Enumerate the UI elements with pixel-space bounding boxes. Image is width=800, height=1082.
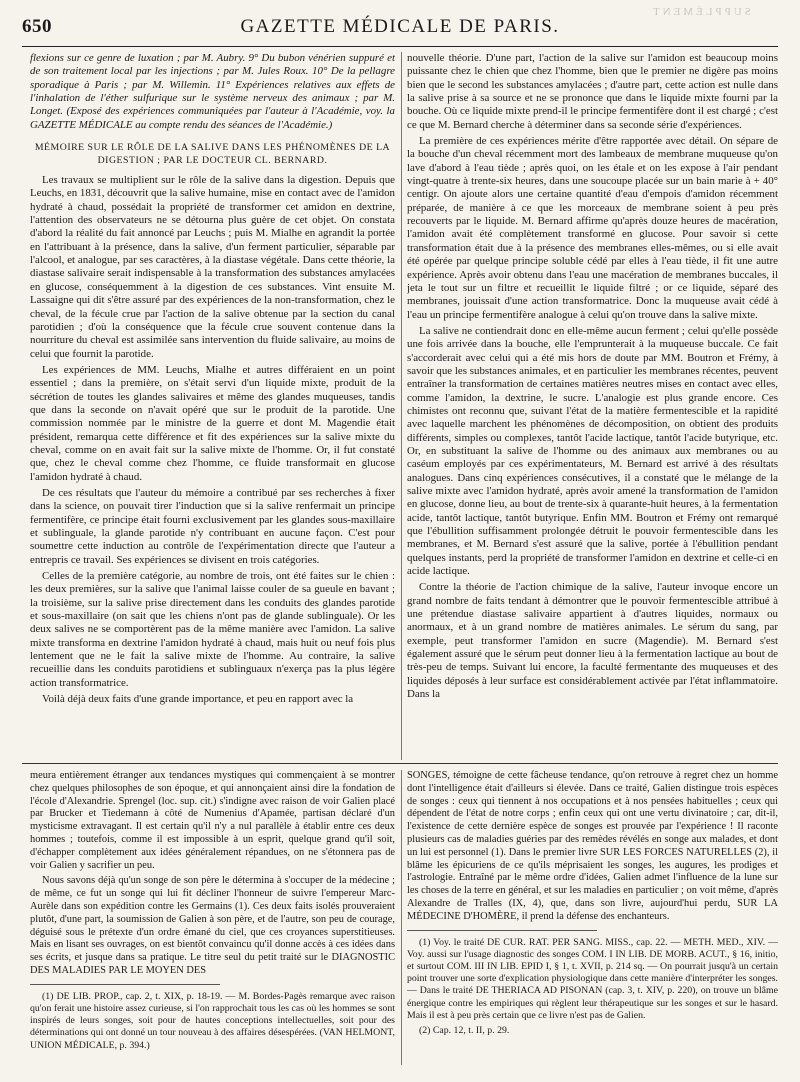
section-title: MÉMOIRE SUR LE RÔLE DE LA SALIVE DANS LES PHÉNOMÈNES DE LA DIGESTION ; PAR LE DOCTEUR CL. BERNARD. bbox=[34, 142, 391, 166]
top-left-column bbox=[30, 52, 395, 760]
footnote-rule bbox=[30, 984, 220, 985]
paragraph: SONGES, témoigne de cette fâcheuse tendance, qu'on retrouve à regret chez un homme dont l'intelligence était d'ailleurs si élevée. Dans ce traité, Galien distingue trois espèces de songes : ceux qui tiennent à nos occupations et à nos pensées habituelles ; ceux qui dépendent de l'état de notre corps ; enfin ceux qui ont une vertu divinatoire ; car, dit-il, l'existence de cette dernière espèce de songes est prouvée par l'expérience ! Il raconte plusieurs cas de maladies guéries par des remèdes révélés en songe aux malades, et dont un lui est personnel (1). Dans le premier livre SUR LES FORCES NATURELLES (2), il blâme les épicuriens de ce qu'ils méprisaient les songes, les augures, les prodiges et l'astrologie. Entraîné par le même ordre d'idées, Galien admet l'influence de la lune sur les choses de la terre en général, et sur les maladies en particulier ; on voit même, d'après Alexandre de Tralles (IX, 4), que, dans son livre, aujourd'hui perdu, SUR LA MÉDECINE D'HOMÈRE, il prend la défense des enchanteurs. bbox=[407, 770, 778, 922]
paragraph: Contre la théorie de l'action chimique de la salive, l'auteur invoque encore un grand nombre de faits tendant à démontrer que le pouvoir fermentescible attribué à une prétendue diastase salivaire appartient à d'autres liquides, normaux ou anormaux, et à un grand nombre de matières animales. Le sérum du sang, par exemple, peut transformer l'amidon en sucre (Magendie). M. Bernard s'est également assuré que le sérum peut donner lieu à la fermentation lactique au bout de très-peu de temps. Suivant lui encore, la faculté fermentante des muqueuses et des liquides déposés à leur surface est considérablement activée par l'état inflammatoire. Dans la bbox=[407, 581, 778, 701]
column-divider bbox=[401, 52, 402, 760]
feuilleton-rule bbox=[22, 763, 778, 764]
running-title: GAZETTE MÉDICALE DE PARIS. bbox=[240, 16, 560, 37]
footnote: (2) Cap. 12, t. II, p. 29. bbox=[419, 1024, 510, 1036]
bleed-through-text: SUPPLÉMENT bbox=[650, 6, 751, 18]
paragraph: meura entièrement étranger aux tendances mystiques qui commençaient à se montrer chez quelques philosophes de son époque, et qui annonçaient ainsi dire la fondation de l'école d'Alexandrie. Sprengel (loc. sup. cit.) s'indigne avec raison de voir Galien placé par Brucker et Tiedemann à côté de Numenius d'Apamée, partisan déclaré d'un mysticisme extravagant. Il est certain qu'il n'y a nul parallèle à établir entre ces deux hommes ; toutefois, comme il est impossible à un esprit, quelque grand qu'il soit, d'échapper complètement aux idées généralement répandues, on ne s'étonnera pas de voir Galien y sacrifier un peu. bbox=[30, 770, 395, 871]
paragraph: Voilà déjà deux faits d'une grande importance, et peu en rapport avec la bbox=[42, 693, 354, 706]
paragraph: Nous savons déjà qu'un songe de son père le détermina à s'occuper de la médecine ; de même, ce fut un songe qui lui fit décliner l'honneur de suivre l'empereur Marc-Aurèle dans son expédition contre les Germains (1). Ces deux faits isolés prouveraient plutôt, d'une part, la soumission de Galien à son père, et de l'autre, son peu de courage, déguisé sous le prétexte d'un ordre émané du ciel, que ces croyances superstitieuses. Mais en lisant ses ouvrages, on est bientôt convaincu qu'il donne accès à ces idées dans ses écrits, et jusque dans sa pratique. Le titre seul du petit traité sur le DIAGNOSTIC DES MALADIES PAR LE MOYEN DES bbox=[30, 875, 395, 976]
bottom-column-divider bbox=[401, 770, 402, 1065]
paragraph: De ces résultats que l'auteur du mémoire a contribué par ses recherches à fixer dans la science, on pouvait tirer l'induction que si la salive renfermait un principe fermentifère, ce principe était fourni exclusivement par les glandes sous-maxillaire et sublinguale, la glande parotide n'y contribuant en aucune façon. C'est pour soumettre cette induction au contrôle de l'expérimentation directe que l'auteur a entrepris ce travail. Ses expériences se divisent en trois catégories. bbox=[30, 486, 395, 566]
footnote: (1) DE LIB. PROP., cap. 2, t. XIX, p. 18-19. — M. Bordes-Pagès remarque avec raison qu'on ferait une histoire assez curieuse, si l'on rapprochait tous les cas où les hommes se sont inspirés de leurs songes, soit pour de hautes conceptions intellectuelles, soit pour des déterminations qui ont donné un tour nouveau à des affaires désespérées. (VAN HELMONT, UNION MÉDICALE, p. 394.) bbox=[30, 990, 395, 1051]
top-right-column bbox=[407, 52, 778, 760]
paragraph: La salive ne contiendrait donc en elle-même aucun ferment ; celui qu'elle possède une fois arrivée dans la bouche, elle l'emprunterait à la muqueuse buccale. Ce fait s'accorderait avec celui qui a été mis hors de doute par MM. Boutron et Frémy, à savoir que les substances animales, et en particulier les membranes récentes, peuvent entraîner la transformation de certaines matières neutres mises en contact avec elles, comme l'amidon, la dextrine, le sucre. L'analogie est plus grande encore. Ces chimistes ont reconnu que, suivant l'état de la matière fermentescible et la rapidité avec laquelle marchent les phénomènes de décomposition, on obtient des produits différents, simples ou complexes, tantôt l'acide lactique, tantôt l'acide butyrique, etc. Or, en substituant la salive de l'homme ou des animaux aux membranes ou au caséum employés par ces expérimentateurs, M. Bernard est arrivé à des résultats analogues. Dans cinq expériences consécutives, il a constaté que le mélange de la salive mixte avec l'amidon hydraté, après avoir amené la transformation de l'amidon en glucose, donne lieu, au bout de trente-six à quarante-huit heures, à la fermentation acide, tantôt lactique, tantôt butyrique. Enfin MM. Boutron et Frémy ont remarqué que l'ébullition suffisamment prolongée détruit le pouvoir fermentescible dans les membranes, et M. Bernard s'est assuré que la salive, portée à l'ébullition pendant quelques instants, perd la propriété de transformer l'amidon en dextrine et celle-ci en acide lactique. bbox=[407, 324, 778, 578]
paragraph: Celles de la première catégorie, au nombre de trois, ont été faites sur le chien : les deux premières, sur la salive que l'animal laisse couler de sa gueule en bavant ; la troisième, sur la salive prise directement dans les conduits des glandes parotide et sous-maxillaire (on sait que les chiens n'ont pas de glande sublinguale). Or les deux salives ne se comportèrent pas de la même manière avec l'amidon. La salive mixte transforma en dextrine l'amidon hydraté à chaud, mais huit ou neuf fois plus lentement que ne le fait la salive mixte de l'homme. Au contraire, la salive recueillie dans les conduits parotidiens et sublinguaux n'exerça pas la plus légère action transformatrice. bbox=[30, 570, 395, 689]
footnote: (1) Voy. le traité DE CUR. RAT. PER SANG. MISS., cap. 22. — METH. MED., XIV. — Voy. aussi sur l'usage diagnostic des songes COM. I IN LIB. DE MORB. ACUT., § 16, initio, et surtout COM. III IN LIB. EPID I, § 1, t. XVII, p. 214 sq. — On pourrait jusqu'à un certain point trouver une sorte d'explication physiologique dans cette manière d'interpréter les songes. — Dans le traité DE THERIACA AD PISONAN (cap. 3, t. XIV, p. 220), on trouve un blâme énergique contre les empiriques qui règlent leur thérapeutique sur les songes et sur le hasard. Mais il est à peu près certain que ce livre n'est pas de Galien. bbox=[407, 936, 778, 1021]
paragraph: La première de ces expériences mérite d'être rapportée avec détail. On sépare de la bouche d'un cheval récemment mort des lambeaux de membrane muqueuse qu'on lave d'abord à l'eau tiède ; après quoi, on les étale et on les expose à l'air pendant vingt-quatre à trente-six heures, dans une soucoupe placée sur un bain marie à + 40° centigr. On ajoute alors une certaine quantité d'eau d'empois d'amidon récemment préparée, de manière à ce que les morceaux de membrane soient à peu près recouverts par le liquide. M. Bernard affirme qu'après douze heures de macération, l'amidon avait été complètement transformé en glucose. Pour savoir si cette transformation était due à la présence des membranes elles-mêmes, ou si elle avait été opérée par quelque principe soluble cédé par elles à l'eau tiède, il fit une autre expérience. Après avoir obtenu dans l'eau une macération de membranes buccales, il jeta le tout sur un filtre et recueillit le liquide filtré ; or ce liquide, séparé des membranes, jouissait d'une action transformatrice. Donc la muqueuse avait cédé à l'eau un principe fermentifère analogue à celui qu'on trouve dans la salive mixte. bbox=[407, 135, 778, 321]
footnote-rule bbox=[407, 930, 597, 931]
paragraph: nouvelle théorie. D'une part, l'action de la salive sur l'amidon est beaucoup moins puissante chez le chien que chez l'homme, bien que le premier ne digère pas moins bien que le second les substances amylacées ; d'autre part, cette action est nulle dans la salive prise à sa source et ne se prononce que dans le liquide mixte fourni par la bouche. Où ce liquide mixte prend-il le principe fermentifère dont il est chargé ; c'est ce que M. Bernard cherche à déterminer dans sa seconde série d'expériences. bbox=[407, 52, 778, 131]
paragraph: Les travaux se multiplient sur le rôle de la salive dans la digestion. Depuis que Leuchs, en 1831, découvrit que la salive humaine, mise en contact avec de l'amidon hydraté à chaud, possédait la propriété de transformer cet amidon en dextrine, l'attention des observateurs ne se détourna plus guère de cet objet. On constata d'abord la réalité du fait annoncé par Leuchs ; puis M. Mialhe en agrandit la portée en l'attribuant à la présence, dans la salive, d'un ferment particulier, séparable par l'alcool, et analogue, par ses caractères, à la diastase végétale. Dans cette théorie, la diastase salivaire serait indispensable à la transformation des substances amylacées en glucose, conséquemment à la digestion de ces substances. Vint ensuite M. Lassaigne qui dit s'être assuré par des expériences de la non-transformation, chez le cheval, de la fécule crue par l'action de la salive obtenue par la section du canal parotidien ; d'où la conséquence que la fécule crue souvent contenue dans la nourriture du cheval est assimilée sans intervention du fluide salivaire, au moins de celui que fournit la parotide. bbox=[30, 174, 395, 360]
bottom-right-column bbox=[407, 770, 778, 1070]
bottom-left-column bbox=[30, 770, 395, 1070]
paragraph: Les expériences de MM. Leuchs, Mialhe et autres différaient en un point essentiel ; dans la première, on s'était servi d'un liquide mixte, produit de la sécrétion de toutes les glandes salivaires et même des glandes muqueuses, tandis que dans la seconde on n'avait opéré que sur le produit de la parotide. Une commission nommée par le ministre de la guerre et dont M. Magendie était président, remarqua cette différence et fit des expériences sur la salive mixte du cheval, comme on en avait fait sur la salive mixte de l'homme. Or, il fut constaté que, chez le cheval comme chez l'homme, ce fluide transformait en glucose l'amidon hydraté à chaud. bbox=[30, 363, 395, 483]
header-rule bbox=[22, 46, 778, 47]
paragraph: flexions sur ce genre de luxation ; par M. Aubry. 9° Du bubon vénérien suppuré et de son traitement local par les injections ; par M. Jules Roux. 10° De la pellagre sporadique à Paris ; par M. Willemin. 11° Expériences relatives aux effets de l'inhalation de l'éther sulfurique sur le système nerveux des animaux ; par M. Longet. (Exposé des expériences communiquées par l'auteur à l'Académie, voy. la GAZETTE MÉDICALE au compte rendu des séances de l'Académie.) bbox=[30, 52, 395, 131]
page-number: 650 bbox=[22, 16, 52, 37]
